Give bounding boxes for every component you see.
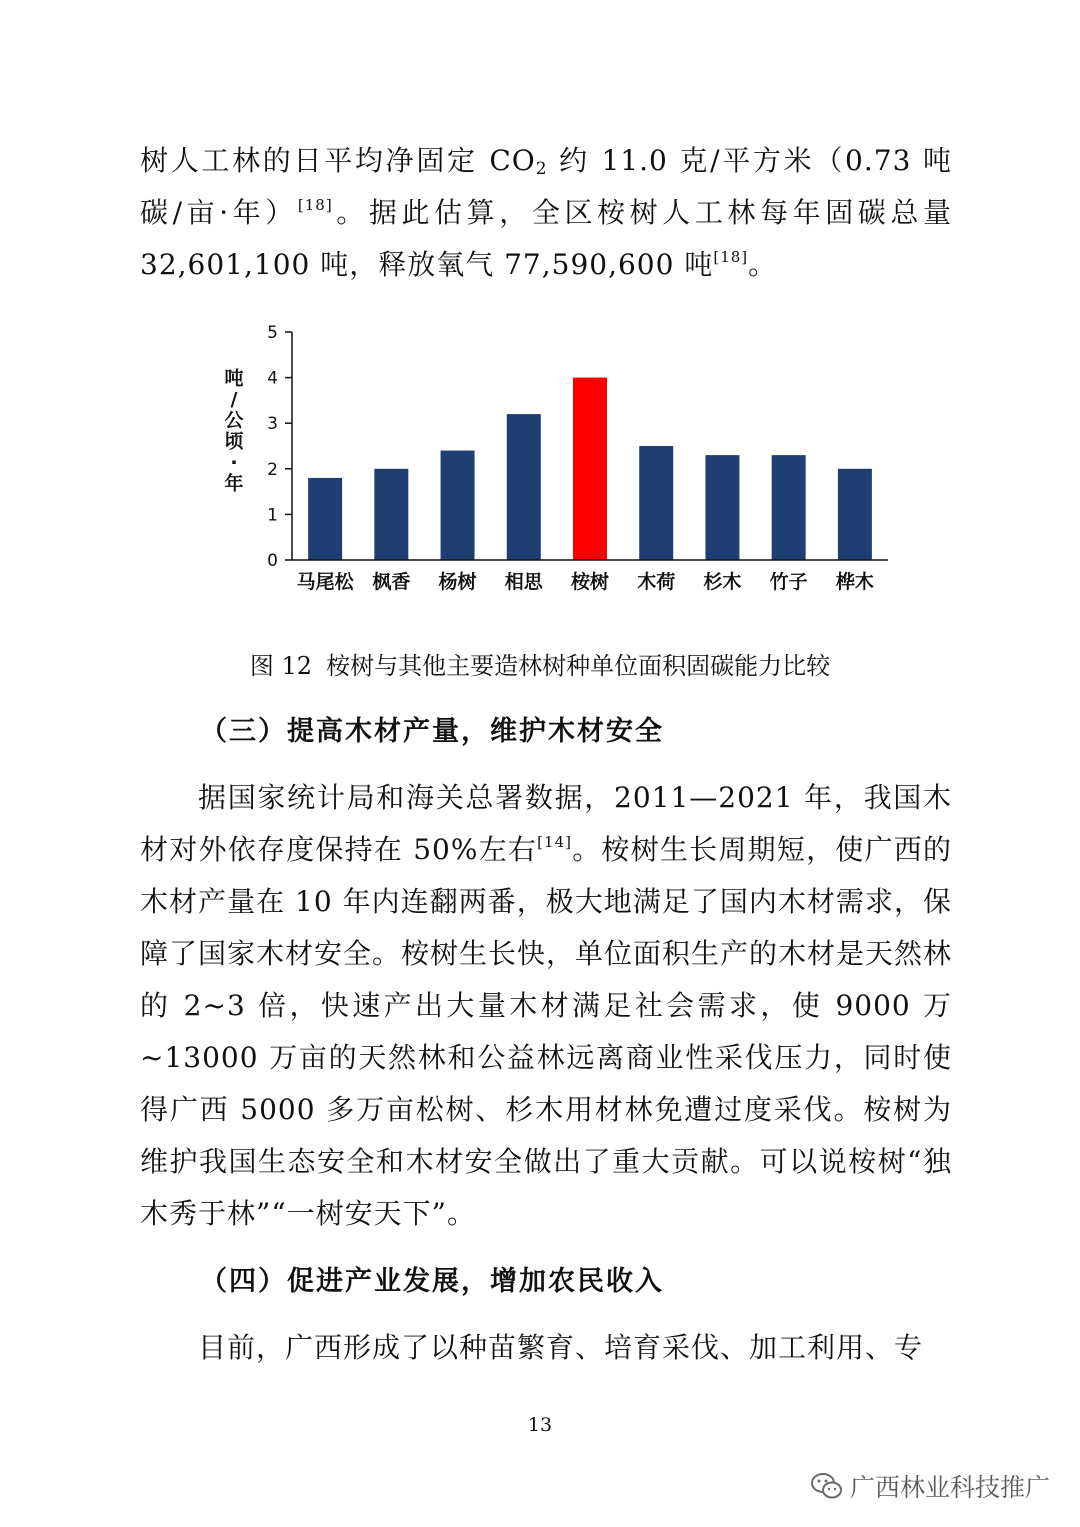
x-tick-label: 杉木: [703, 571, 742, 593]
paragraph-carbon-fixation: 树人工林的日平均净固定 $CO_2$ 约 11.0 克/平方米（0.73 吨碳/亩·年）[18]。据此估算，全区桉树人工林每年固碳总量 32,601,100 吨，释放氧气 77,590,600 吨[18]。: [140, 144, 952, 281]
y-tick-label: 2: [267, 459, 278, 480]
y-axis-label-char: 吨: [224, 367, 244, 390]
y-axis-label-char: ·: [230, 451, 238, 474]
x-tick-label: 枫香: [372, 571, 411, 593]
page-number: 13: [527, 1414, 553, 1436]
figure-title: 桉树与其他主要造林树种单位面积固碳能力比较: [326, 652, 831, 680]
x-tick-label: 竹子: [769, 571, 808, 593]
bar-9: [838, 469, 872, 560]
bar-3: [441, 451, 475, 560]
y-axis-label-char: 顷: [224, 430, 244, 453]
y-tick-label: 3: [267, 414, 278, 435]
x-axis-tick-labels: [297, 570, 874, 593]
figure-caption: [0, 648, 1080, 684]
watermark-text: 广西林业科技推广: [849, 1473, 1050, 1502]
x-tick-label: 相思: [504, 571, 543, 593]
wechat-icon: [810, 1471, 844, 1501]
bar-series: [308, 378, 872, 560]
citation-ref: [18]: [713, 248, 749, 266]
y-axis-label-char: 年: [224, 472, 244, 495]
x-tick-label: 桦木: [835, 571, 874, 593]
figure-label: 图 12: [249, 652, 313, 680]
x-tick-label: 杨树: [438, 571, 477, 593]
y-axis-label: [224, 367, 244, 495]
x-tick-label: 桉树: [570, 571, 610, 593]
bar-5: [573, 378, 607, 560]
y-tick-label: 5: [267, 323, 278, 343]
bar-2: [374, 469, 408, 560]
citation-ref: [18]: [297, 196, 333, 214]
paragraph-industry: 目前，广西形成了以种苗繁育、培育采伐、加工利用、专: [198, 1331, 924, 1364]
watermark: [810, 1468, 1050, 1504]
y-axis-label-char: /: [230, 388, 238, 411]
bar-4: [507, 414, 541, 560]
y-axis-ticks: [267, 323, 292, 571]
carbon-fixation-bar-chart: [210, 315, 910, 615]
y-tick-label: 4: [267, 368, 278, 389]
section-heading-3: （三）提高木材产量，维护木材安全: [200, 716, 664, 747]
x-tick-label: 马尾松: [296, 571, 354, 593]
x-tick-label: 木荷: [637, 571, 676, 593]
y-axis-label-char: 公: [224, 409, 244, 432]
citation-ref: [14]: [537, 833, 572, 851]
bar-8: [772, 455, 806, 560]
bar-1: [308, 478, 342, 560]
paragraph-timber-security: 据国家统计局和海关总署数据，2011—2021 年，我国木材对外依存度保持在 50%左右[14]。桉树生长周期短，使广西的木材产量在 10 年内连翻两番，极大地满足了国内木材需求，保障了国家木材安全。桉树生长快，单位面积生产的木材是天然林的 2~3 倍，快速产出大量木材满足社会需求，使 9000 万~13000 万亩的天然林和公益林远离商业性采伐压力，同时使得广西 5000 多万亩松树、杉木用材林免遭过度采伐。桉树为维护我国生态安全和木材安全做出了重大贡献。可以说桉树“独木秀于林”“一树安天下”。: [140, 781, 953, 1230]
bar-7: [705, 455, 739, 560]
y-tick-label: 1: [267, 505, 278, 526]
bar-6: [639, 446, 673, 560]
y-tick-label: 0: [267, 551, 278, 571]
section-heading-4: （四）促进产业发展，增加农民收入: [200, 1266, 664, 1297]
